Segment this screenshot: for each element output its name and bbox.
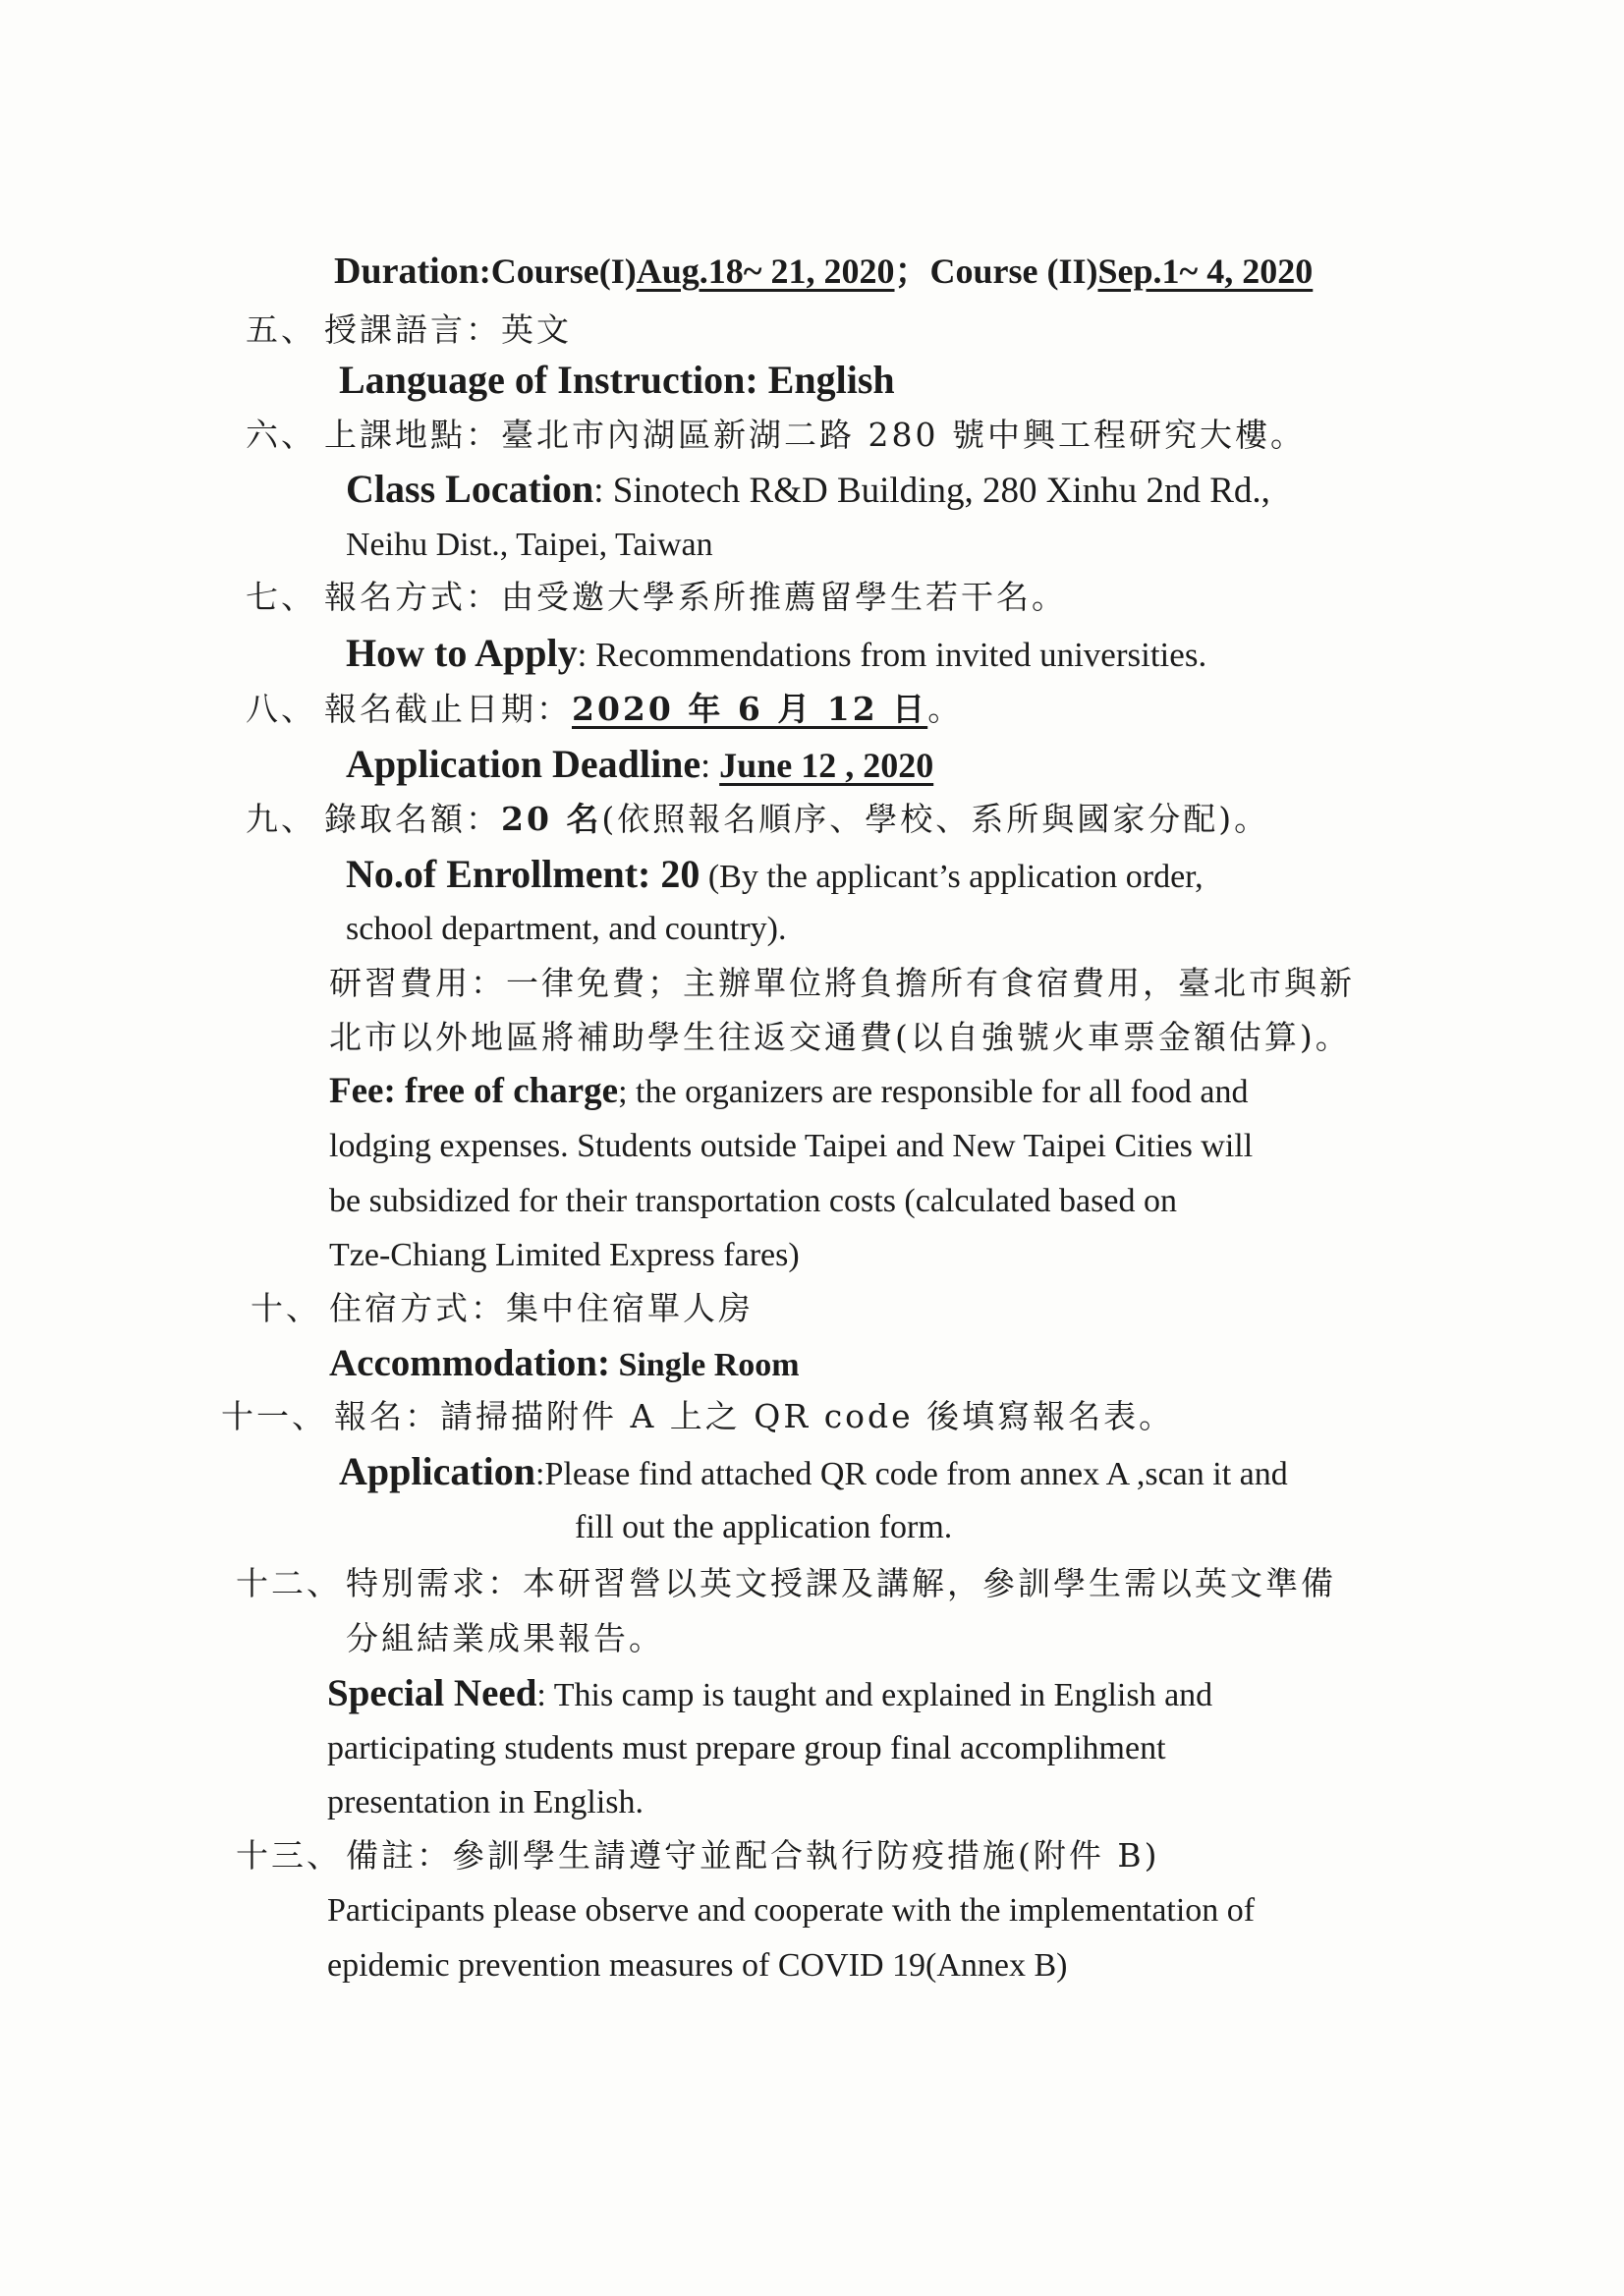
duration-separator: ； xyxy=(894,252,930,291)
remarks-en-line-1: Participants please observe and cooperate with the implementation of xyxy=(327,1892,1256,1929)
application-label: Application xyxy=(339,1449,536,1493)
section-zh-text: 報名方式：由受邀大學系所推薦留學生若干名。 xyxy=(324,578,1067,616)
application-text-2: fill out the application form. xyxy=(575,1509,953,1545)
duration-line xyxy=(334,252,1313,291)
remarks-en-line-2: epidemic prevention measures of COVID 19(Annex B) xyxy=(327,1947,1068,1984)
enrollment-zh-text: (依照報名順序、學校、系所與國家分配)。 xyxy=(601,800,1270,838)
course1-label: :Course(I) xyxy=(478,252,637,291)
enrollment-zh-count: 20 名 xyxy=(501,800,602,838)
section-number: 八、 xyxy=(246,690,316,728)
section-number: 十、 xyxy=(251,1289,321,1327)
application-line xyxy=(339,1449,1288,1494)
special-need-text-1: : This camp is taught and explained in English and xyxy=(536,1677,1213,1713)
section-number: 五、 xyxy=(246,310,316,349)
fee-en-line-2: lodging expenses. Students outside Taipei and New Taipei Cities will xyxy=(329,1128,1254,1164)
deadline-zh-date: 2020 年 6 月 12 日 xyxy=(572,690,928,728)
enrollment-zh-line xyxy=(324,800,1269,839)
special-en-line-1 xyxy=(327,1674,1212,1715)
class-location-text: : Sinotech R&D Building, 280 Xinhu 2nd Rd., xyxy=(593,471,1270,511)
accommodation-value: Single Room xyxy=(609,1347,800,1383)
class-location-label: Class Location xyxy=(346,467,594,511)
section-zh-text: 報名：請掃描附件 A 上之 QR code 後填寫報名表。 xyxy=(334,1397,1175,1435)
special-need-label: Special Need xyxy=(327,1672,537,1714)
course1-dates: Aug.18~ 21, 2020 xyxy=(636,252,895,291)
special-zh-line-1: 特別需求：本研習營以英文授課及講解，參訓學生需以英文準備 xyxy=(346,1564,1336,1602)
section-zh-text: 上課地點：臺北市內湖區新湖二路 280 號中興工程研究大樓。 xyxy=(324,416,1306,454)
accommodation-line xyxy=(329,1344,800,1385)
how-to-apply-label: How to Apply xyxy=(346,631,578,675)
special-zh-line-2: 分組結業成果報告。 xyxy=(346,1619,664,1657)
fee-zh-line-1: 研習費用：一律免費；主辦單位將負擔所有食宿費用，臺北市與新 xyxy=(329,964,1355,1002)
deadline-en-colon: : xyxy=(700,746,720,785)
accommodation-label: Accommodation: xyxy=(329,1342,610,1384)
fee-en-line-3: be subsidized for their transportation costs (calculated based on xyxy=(329,1183,1177,1219)
class-location-text-2: Neihu Dist., Taipei, Taiwan xyxy=(346,527,713,563)
deadline-en-line xyxy=(346,742,934,786)
section-number: 七、 xyxy=(246,578,316,616)
course2-dates: Sep.1~ 4, 2020 xyxy=(1097,252,1314,291)
how-to-apply-text: : Recommendations from invited universities. xyxy=(577,636,1207,674)
section-number: 十一、 xyxy=(221,1397,327,1435)
deadline-zh-label: 報名截止日期： xyxy=(324,690,572,728)
fee-label: Fee: free of charge xyxy=(329,1071,619,1111)
enrollment-zh-label: 錄取名額： xyxy=(324,800,501,838)
deadline-en-date: June 12 , 2020 xyxy=(719,746,934,785)
enrollment-en-text-2: school department, and country). xyxy=(346,911,787,947)
deadline-zh-end: 。 xyxy=(927,690,964,728)
duration-label: Duration xyxy=(334,251,479,292)
special-en-line-3: presentation in English. xyxy=(327,1784,644,1820)
course2-label: Course (II) xyxy=(929,252,1098,291)
section-zh-text: 備註：參訓學生請遵守並配合執行防疫措施(附件 B) xyxy=(346,1836,1160,1875)
section-number: 九、 xyxy=(246,800,316,838)
section-number: 十三、 xyxy=(236,1836,342,1875)
fee-zh-line-2: 北市以外地區將補助學生往返交通費(以自強號火車票金額估算)。 xyxy=(329,1018,1351,1056)
section-en-label: Language of Instruction: English xyxy=(339,358,895,402)
section-number: 六、 xyxy=(246,416,316,454)
fee-text-1: ; the organizers are responsible for all food and xyxy=(618,1074,1249,1110)
class-location-line xyxy=(346,467,1270,511)
fee-en-line-4: Tze-Chiang Limited Express fares) xyxy=(329,1237,800,1273)
section-number: 十二、 xyxy=(236,1564,342,1602)
fee-en-line-1 xyxy=(329,1072,1248,1112)
section-zh-text: 住宿方式：集中住宿單人房 xyxy=(329,1289,754,1327)
enrollment-en-line xyxy=(346,852,1204,897)
enrollment-en-text: (By the applicant’s application order, xyxy=(700,859,1204,895)
enrollment-en-label: No.of Enrollment: 20 xyxy=(346,852,700,896)
how-to-apply-line xyxy=(346,631,1207,675)
special-en-line-2: participating students must prepare group final accomplihment xyxy=(327,1730,1166,1766)
deadline-zh-line xyxy=(324,690,963,729)
deadline-en-label: Application Deadline xyxy=(346,742,701,786)
section-zh-text: 授課語言：英文 xyxy=(324,310,572,349)
application-text: :Please find attached QR code from annex A ,scan it and xyxy=(535,1456,1288,1492)
